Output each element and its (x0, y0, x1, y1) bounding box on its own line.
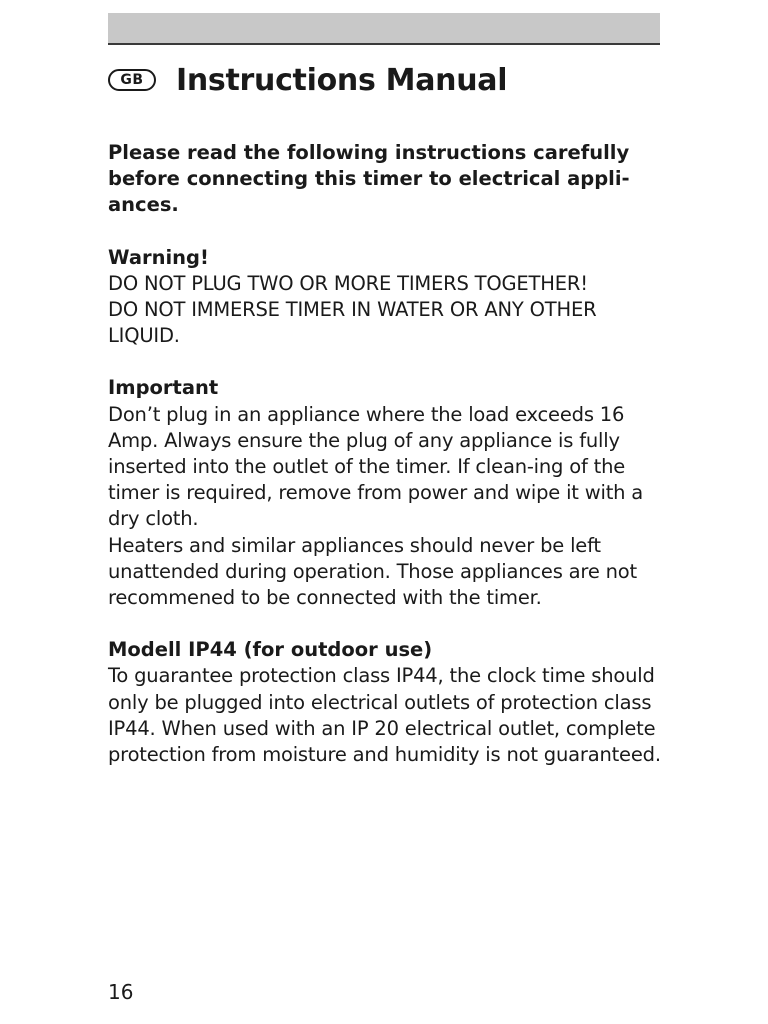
header-bar (108, 13, 660, 45)
language-badge: GB (108, 69, 156, 91)
intro-paragraph: Please read the following instructions carefully before connecting this timer to electrical appli-ances. (108, 141, 630, 217)
warning-heading: Warning! (108, 245, 209, 269)
modell-section (108, 637, 668, 768)
important-paragraph-1: Don’t plug in an appliance where the load exceeds 16 Amp. Always ensure the plug of any appliance is fully inserted into the outlet of the timer. If clean-ing of the timer is required, remove from power and wipe it with a dry cloth. (108, 402, 644, 531)
warning-line-1: DO NOT PLUG TWO OR MORE TIMERS TOGETHER! (108, 271, 588, 295)
modell-paragraph: To guarantee protection class IP44, the clock time should only be plugged into electrical outlets of protection class IP44. When used with an IP 20 electrical outlet, complete protection from moisture and humidity is not guaranteed. (108, 664, 661, 767)
important-paragraph-2: Heaters and similar appliances should never be left unattended during operation. Those appliances are not recommened to be connected with the timer. (108, 533, 637, 610)
page-number: 16 (108, 980, 134, 1004)
warning-line-2: DO NOT IMMERSE TIMER IN WATER OR ANY OTHER LIQUID. (108, 298, 597, 348)
page-header (108, 58, 668, 102)
page-title: Instructions Manual (176, 62, 508, 98)
modell-heading: Modell IP44 (for outdoor use) (108, 638, 433, 662)
important-heading: Important (108, 376, 219, 400)
document-body (108, 140, 668, 768)
warning-section (108, 245, 668, 350)
important-section (108, 375, 668, 611)
